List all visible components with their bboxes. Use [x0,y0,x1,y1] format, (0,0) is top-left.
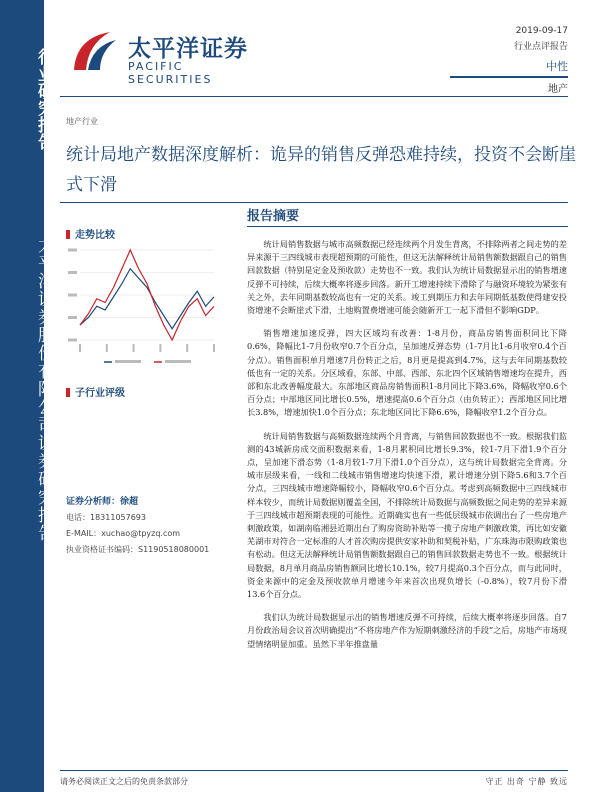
summary-divider [247,226,568,227]
legend-label [165,360,191,363]
summary-body [247,238,567,661]
report-title: 统计局地产数据深度解析：诡异的销售反弹恐难持续，投资不会断崖式下滑 [66,145,576,195]
analyst-block [66,494,226,555]
chart-legend [104,360,191,363]
x-tick-label [133,344,135,352]
page-footer [60,770,568,787]
summary-paragraph: 统计局销售数据与高频数据连续两个月背离，与销售回款数据也不一致。根据我们监测的43城新房成交面积数据来看，1-8月累积同比增长9.3%，较1-7月下滑1.9个百分点，呈加速下滑态势（1-8月较1-7月下滑1.0个百分点），这与统计局数据完全背离。分城市层级来看，一线和二线城市销售增速均快速下滑，累计增速分别下降5.6和3.7个百分点，三四线城市增速降幅较小，降幅收窄0.6个百分点。考虑到高频数据中三四线城市样本较少，而统计局数据则覆盖全国，不排除统计局数据与高频数据之间走势的差异来源于三四线城市超预期表现的可能性。近期确实也有一些低层级城市依调出台了一些房地产刺激政策，如湖南临湘县近期出台了购房资助补贴等一揽子房地产刺激政策，再比如安徽芜湖市对符合一定标准的人才首次购房提供安家补助和契税补贴，广东珠海市限购政策也有松动。但这无法解释统计局销售额数据跟自己的销售回款数据走势也不一致。根据统计局数据，8月单月商品房销售额同比增长10.1%，较7月提高0.3个百分点，而与此同时，资金来源中的定金及预收款单月增速今年来首次出现负增长（-0.8%），较7月份下滑13.6个百分点。 [247,430,567,600]
footer-disclaimer: 请务必阅读正文之后的免责条款部分 [60,777,188,786]
title-divider [60,202,568,203]
sector-name: 地产 [548,84,568,95]
y-tick-label [68,316,77,319]
y-tick-label [68,249,77,252]
trend-chart [64,240,224,370]
x-tick-label [106,344,108,352]
sidebar-report-category: 行业研究报告 [34,48,54,150]
x-tick-label [186,344,188,352]
y-tick-label [68,339,77,342]
summary-paragraph: 统计局销售数据与城市高频数据已经连续两个月发生背离，不排除两者之间走势的差异来源于三四线城市表现超预期的可能性，但这无法解释统计局销售额数据跟自己的销售回款数据（特别是定金及预收款）走势也不一致。我们认为统计局数据显示出的销售增速反弹不可持续，后续大概率将逐步回落。新开工增速持续下滑除了与融资环境较为紧张有关之外，去年同期基数较高也有一定的关系。竣工到期压力和去年同期低基数使得建安投资增速不会断崖式下滑，土地购置费增速可能会随新开工一起下滑但不影响GDP。 [247,239,567,316]
sub-rating-label-text: 子行业评级 [75,388,125,399]
summary-heading: 报告摘要 [247,209,300,224]
report-type: 行业点评报告 [513,42,568,52]
industry-label: 地产行业 [66,117,98,126]
footer-motto: 守正 出奇 宁静 致远 [485,777,568,786]
section-marker-icon [66,230,70,239]
y-tick-label [68,271,77,274]
analyst-name: 证券分析师：徐超 [66,497,139,507]
logo-emblem-icon [66,26,122,80]
sidebar-company-name: 太平洋证券股份有限公司证券研究报告 [34,236,54,542]
rating-value: 中性 [450,58,568,78]
company-logo [66,26,266,86]
sidebar [0,0,54,792]
header-meta [514,26,568,52]
logo-english-text: PACIFIC SECURITIES [128,60,213,86]
rating-box [450,58,568,95]
report-date: 2019-09-17 [515,26,568,36]
chart-series-line [80,269,214,329]
trend-section-label [66,226,115,241]
legend-label [115,360,141,363]
summary-paragraph: 我们认为统计局数据显示出的销售增速反弹不可持续，后续大概率将逐步回落。自7月份政治局会议首次明确提出“不将房地产作为短期刺激经济的手段”之后，房地产市场现望情绪明显加重。虽然下半年推盘量 [247,612,567,649]
summary-paragraph: 销售增速加速反弹，四大区域均有改善：1-8月份，商品房销售面积同比下降0.6%，降幅比1-7月份收窄0.7个百分点，呈加速反弹态势（1-7月比1-6月收窄0.4个百分点）。销售面积单月增速7月份转正之后，8月更是提高到4.7%，这与去年同期基数较低也有一定的关系。分区域看，东部、中部、西部、东北四个区域销售增速均在提升，西部和东北改善幅度最大。东部地区商品房销售面积1-8月同比下降3.6%，降幅收窄0.6个百分点；中部地区同比增长0.5%，增速提高0.6个百分点（由负转正）；西部地区同比增长3.8%，增速加快1.0个百分点；东北地区同比下降6.6%，降幅收窄1.2个百分点。 [247,328,567,418]
analyst-phone: 电话：18311057693 [66,513,146,522]
logo-chinese-text: 太平洋证券 [128,36,248,62]
y-tick-label [68,294,77,297]
x-tick-label [213,344,215,352]
trend-label-text: 走势比较 [75,230,115,241]
analyst-email[interactable]: E-MAIL：xuchao@tpyzq.com [66,529,181,538]
analyst-license: 执业资格证书编码：S1190518080001 [66,545,210,554]
section-marker-icon [66,388,70,397]
chart-axes [68,249,215,353]
sub-rating-section-label [66,384,125,399]
x-tick-label [79,344,81,352]
header-divider [60,96,568,97]
x-tick-label [159,344,161,352]
